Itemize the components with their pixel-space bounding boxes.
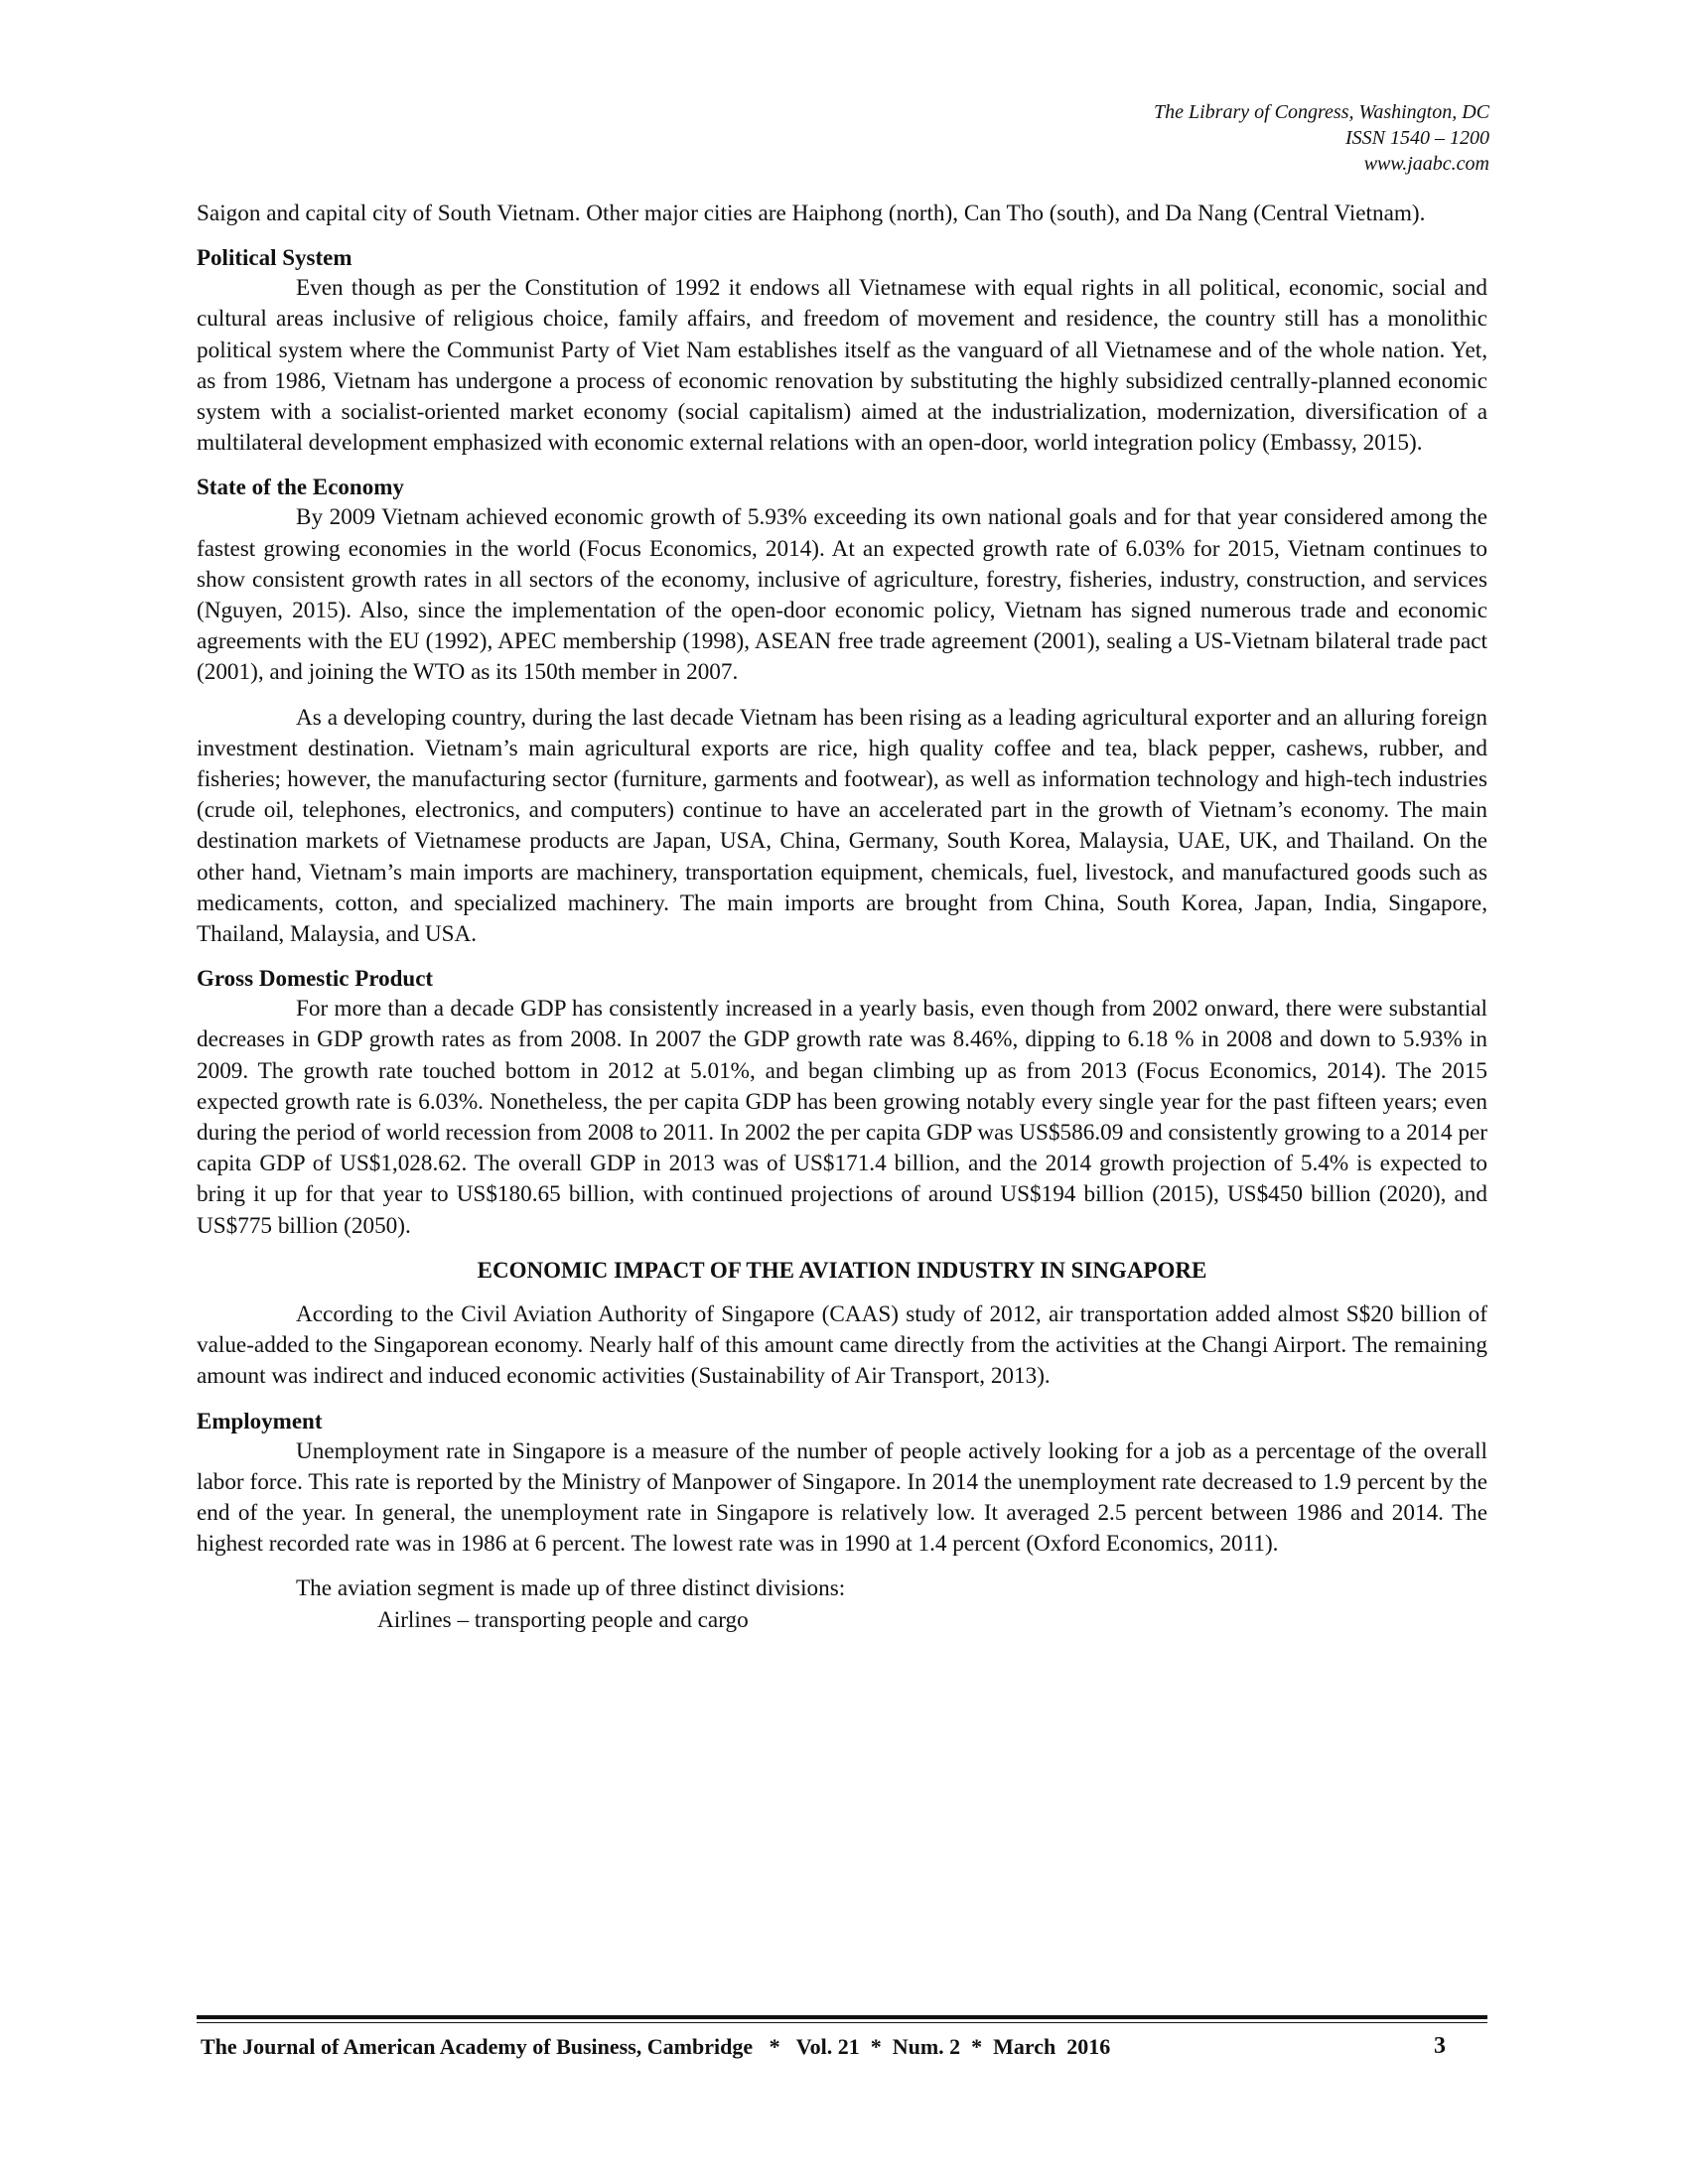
intro-paragraph: Saigon and capital city of South Vietnam. Other major cities are Haiphong (north), Can Tho (south), and Da Nang (Central Vietnam). <box>197 201 1426 226</box>
page-footer <box>197 2015 1487 2060</box>
gdp-paragraph: For more than a decade GDP has consistently increased in a yearly basis, even though from 2002 onward, there were substantial decreases in GDP growth rates as from 2008. In 2007 the GDP growth rate was 8.46%, dipping to 6.18 % in 2008 and down to 5.93% in 2009. The growth rate touched bottom in 2012 at 5.01%, and began climbing up as from 2013 (Focus Economics, 2014). The 2015 expected growth rate is 6.03%. Nonetheless, the per capita GDP has been growing notably every single year for the past fifteen years; even during the period of world recession from 2008 to 2011. In 2002 the per capita GDP was US$586.09 and consistently growing to a 2014 per capita GDP of US$1,028.62. The overall GDP in 2013 was of US$171.4 billion, and the 2014 growth projection of 5.4% is expected to bring it up for that year to US$180.65 billion, with continued projections of around US$194 billion (2015), US$450 billion (2020), and US$775 billion (2050). <box>197 996 1487 1239</box>
caas-paragraph: According to the Civil Aviation Authority of Singapore (CAAS) study of 2012, air transportation added almost S$20 billion of value-added to the Singaporean economy. Nearly half of this amount came directly from the activities at the Changi Airport. The remaining amount was indirect and induced economic activities (Sustainability of Air Transport, 2013). <box>197 1300 1487 1390</box>
header-website: www.jaabc.com <box>1363 153 1489 175</box>
heading-employment: Employment <box>197 1408 323 1433</box>
header-publisher: The Library of Congress, Washington, DC <box>1153 101 1489 123</box>
page-number: 3 <box>1434 2033 1446 2059</box>
heading-political-system: Political System <box>197 245 352 271</box>
division-item: Airlines – transporting people and cargo <box>377 1606 749 1633</box>
employment-paragraph: Unemployment rate in Singapore is a measure of the number of people actively looking for a job as a percentage of the overall labor force. This rate is reported by the Ministry of Manpower of Singapore. In 2014 the unemployment rate decreased to 1.9 percent by the end of the year. In general, the unemployment rate in Singapore is relatively low. It averaged 2.5 percent between 1986 and 2014. The highest recorded rate was in 1986 at 6 percent. The lowest rate was in 1990 at 1.4 percent (Oxford Economics, 2011). <box>197 1437 1487 1558</box>
article-body <box>197 199 1487 1636</box>
footer-rule-thin <box>197 2022 1487 2023</box>
header-issn: ISSN 1540 – 1200 <box>1345 127 1489 149</box>
political-system-paragraph: Even though as per the Constitution of 1992 it endows all Vietnamese with equal rights in all political, economic, social and cultural areas inclusive of religious choice, family affairs, and freedom of movement and residence, the country still has a monolithic political system where the Communist Party of Viet Nam establishes itself as the vanguard of all Vietnamese and of the whole nation. Yet, as from 1986, Vietnam has undergone a process of economic renovation by substituting the highly subsidized centrally-planned economic system with a socialist-oriented market economy (social capitalism) aimed at the industrialization, modernization, diversification of a multilateral development emphasized with economic external relations with an open-door, world integration policy (Embassy, 2015). <box>197 275 1487 457</box>
economy-paragraph-2: As a developing country, during the last decade Vietnam has been rising as a leading agricultural exporter and an alluring foreign investment destination. Vietnam’s main agricultural exports are rice, high quality coffee and tea, black pepper, cashews, rubber, and fisheries; however, the manufacturing sector (furniture, garments and footwear), as well as information technology and high-tech industries (crude oil, telephones, electronics, and computers) continue to have an accelerated part in the growth of Vietnam’s economy. The main destination markets of Vietnamese products are Japan, USA, China, Germany, South Korea, Malaysia, UAE, UK, and Thailand. On the other hand, Vietnam’s main imports are machinery, transportation equipment, chemicals, fuel, livestock, and manufactured goods such as medicaments, cotton, and specialized machinery. The main imports are brought from China, South Korea, Japan, India, Singapore, Thailand, Malaysia, and USA. <box>197 704 1487 948</box>
footer-text-row <box>197 2033 1487 2060</box>
section-title-aviation: ECONOMIC IMPACT OF THE AVIATION INDUSTRY IN SINGAPORE <box>477 1257 1207 1283</box>
heading-gdp: Gross Domestic Product <box>197 966 434 992</box>
divisions-intro: The aviation segment is made up of three distinct divisions: <box>296 1575 846 1602</box>
footer-journal-citation: The Journal of American Academy of Business, Cambridge * Vol. 21 * Num. 2 * March 2016 <box>201 2033 1111 2059</box>
footer-rule-thick <box>197 2015 1487 2019</box>
heading-state-of-economy: State of the Economy <box>197 475 404 500</box>
running-header <box>993 99 1489 177</box>
economy-paragraph-1: By 2009 Vietnam achieved economic growth of 5.93% exceeding its own national goals and for that year considered among the fastest growing economies in the world (Focus Economics, 2014). At an expected growth rate of 6.03% for 2015, Vietnam continues to show consistent growth rates in all sectors of the economy, inclusive of agriculture, forestry, fisheries, industry, construction, and services (Nguyen, 2015). Also, since the implementation of the open-door economic policy, Vietnam has signed numerous trade and economic agreements with the EU (1992), APEC membership (1998), ASEAN free trade agreement (2001), sealing a US-Vietnam bilateral trade pact (2001), and joining the WTO as its 150th member in 2007. <box>197 504 1487 686</box>
